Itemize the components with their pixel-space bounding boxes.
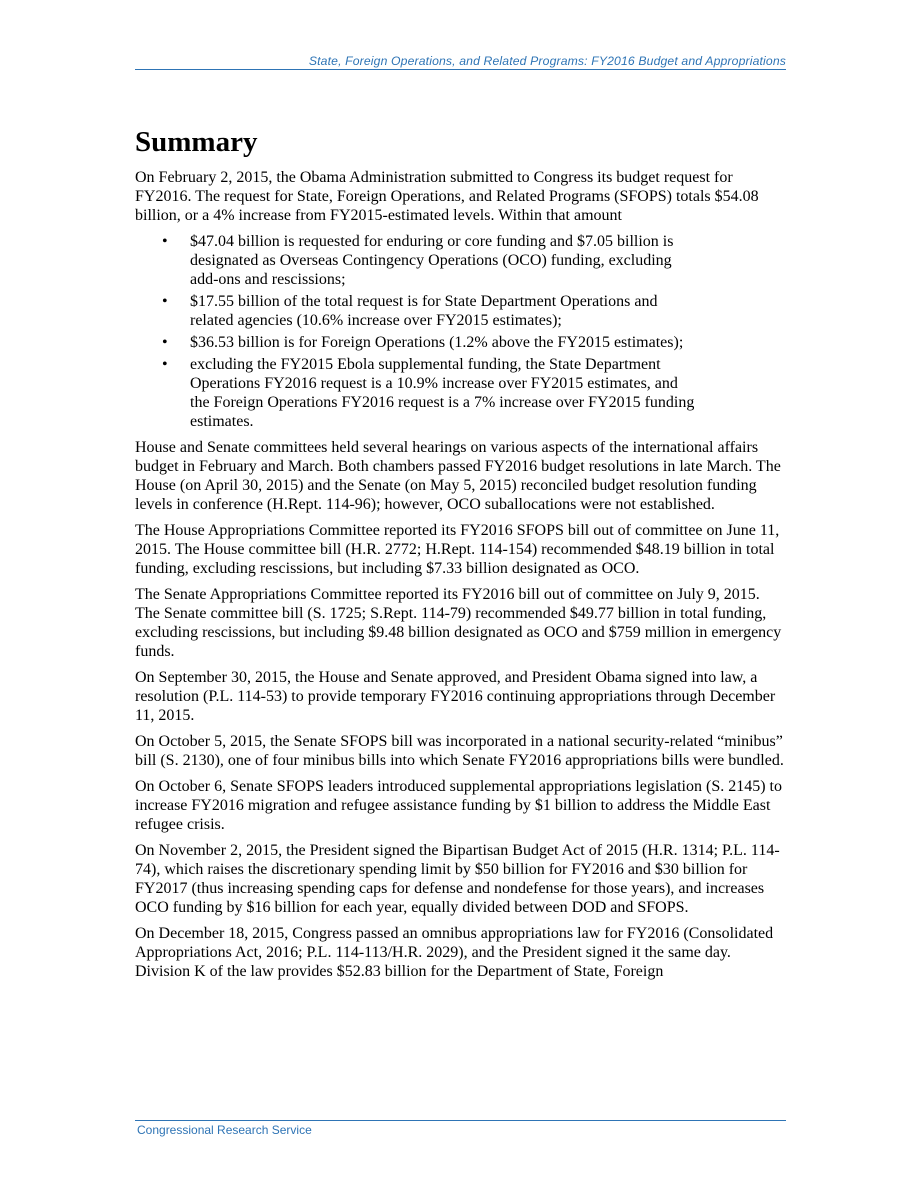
body-paragraph: On October 5, 2015, the Senate SFOPS bill was incorporated in a national security-related “minibus” bill (S. 2130), one of four minibus bills into which Senate FY2016 appropriations bills were bundled. (135, 733, 784, 769)
bullet-item (135, 333, 786, 352)
bullet-text: $36.53 billion is for Foreign Operations (1.2% above the FY2015 estimates); (190, 334, 684, 351)
section-heading: Summary (135, 126, 258, 158)
bullet-text: $17.55 billion of the total request is for State Department Operations and related agencies (10.6% increase over FY2015 estimates); (190, 293, 658, 329)
body-paragraph: The House Appropriations Committee reported its FY2016 SFOPS bill out of committee on June 11, 2015. The House committee bill (H.R. 2772; H.Rept. 114-154) recommended $48.19 billion in total funding, excluding rescissions, but including $7.33 billion designated as OCO. (135, 522, 780, 577)
page-content (135, 124, 786, 988)
body-paragraph: On November 2, 2015, the President signed the Bipartisan Budget Act of 2015 (H.R. 1314; P.L. 114-74), which raises the discretionary spending limit by $50 billion for FY2016 and $30 billion for FY2017 (thus increasing spending caps for defense and nondefense for those years), and increases OCO funding by $16 billion for each year, equally divided between DOD and SFOPS. (135, 842, 780, 916)
body-paragraph: On October 6, Senate SFOPS leaders introduced supplemental appropriations legislation (S. 2145) to increase FY2016 migration and refugee assistance funding by $1 billion to address the Middle East refugee crisis. (135, 778, 782, 833)
body-paragraph: House and Senate committees held several hearings on various aspects of the international affairs budget in February and March. Both chambers passed FY2016 budget resolutions in late March. The House (on April 30, 2015) and the Senate (on May 5, 2015) reconciled budget resolution funding levels in conference (H.Rept. 114-96); however, OCO suballocations were not established. (135, 439, 781, 513)
bullet-icon: • (162, 293, 168, 310)
bullet-text: excluding the FY2015 Ebola supplemental funding, the State Department Operations FY2016 request is a 10.9% increase over FY2015 estimates, and the Foreign Operations FY2016 request is a 7% increase over FY2015 funding estimates. (190, 356, 695, 430)
footer-source: Congressional Research Service (137, 1123, 312, 1137)
request-bullet-list (135, 232, 786, 431)
bullet-text: $47.04 billion is requested for enduring or core funding and $7.05 billion is designated as Overseas Contingency Operations (OCO) funding, excluding add-ons and rescissions; (190, 233, 674, 288)
body-paragraph: On December 18, 2015, Congress passed an omnibus appropriations law for FY2016 (Consolidated Appropriations Act, 2016; P.L. 114-113/H.R. 2029), and the President signed it the same day. Division K of the law provides $52.83 billion for the Department of State, Foreign (135, 925, 774, 980)
bullet-icon: • (162, 356, 168, 373)
body-paragraph: On September 30, 2015, the House and Senate approved, and President Obama signed into law, a resolution (P.L. 114-53) to provide temporary FY2016 continuing appropriations through December 11, 2015. (135, 669, 776, 724)
bullet-icon: • (162, 334, 168, 351)
running-header-title: State, Foreign Operations, and Related Programs: FY2016 Budget and Appropriations (308, 54, 786, 68)
bullet-item (135, 232, 786, 289)
bullet-item (135, 292, 786, 330)
bullet-icon: • (162, 233, 168, 250)
bullet-item (135, 355, 786, 431)
header-divider (135, 69, 786, 70)
intro-paragraph: On February 2, 2015, the Obama Administration submitted to Congress its budget request for FY2016. The request for State, Foreign Operations, and Related Programs (SFOPS) totals $54.08 billion, or a 4% increase from FY2015-estimated levels. Within that amount (135, 169, 759, 224)
body-paragraph: The Senate Appropriations Committee reported its FY2016 bill out of committee on July 9, 2015. The Senate committee bill (S. 1725; S.Rept. 114-79) recommended $49.77 billion in total funding, excluding rescissions, but including $9.48 billion designated as OCO and $759 million in emergency funds. (135, 586, 782, 660)
footer-divider (135, 1120, 786, 1121)
